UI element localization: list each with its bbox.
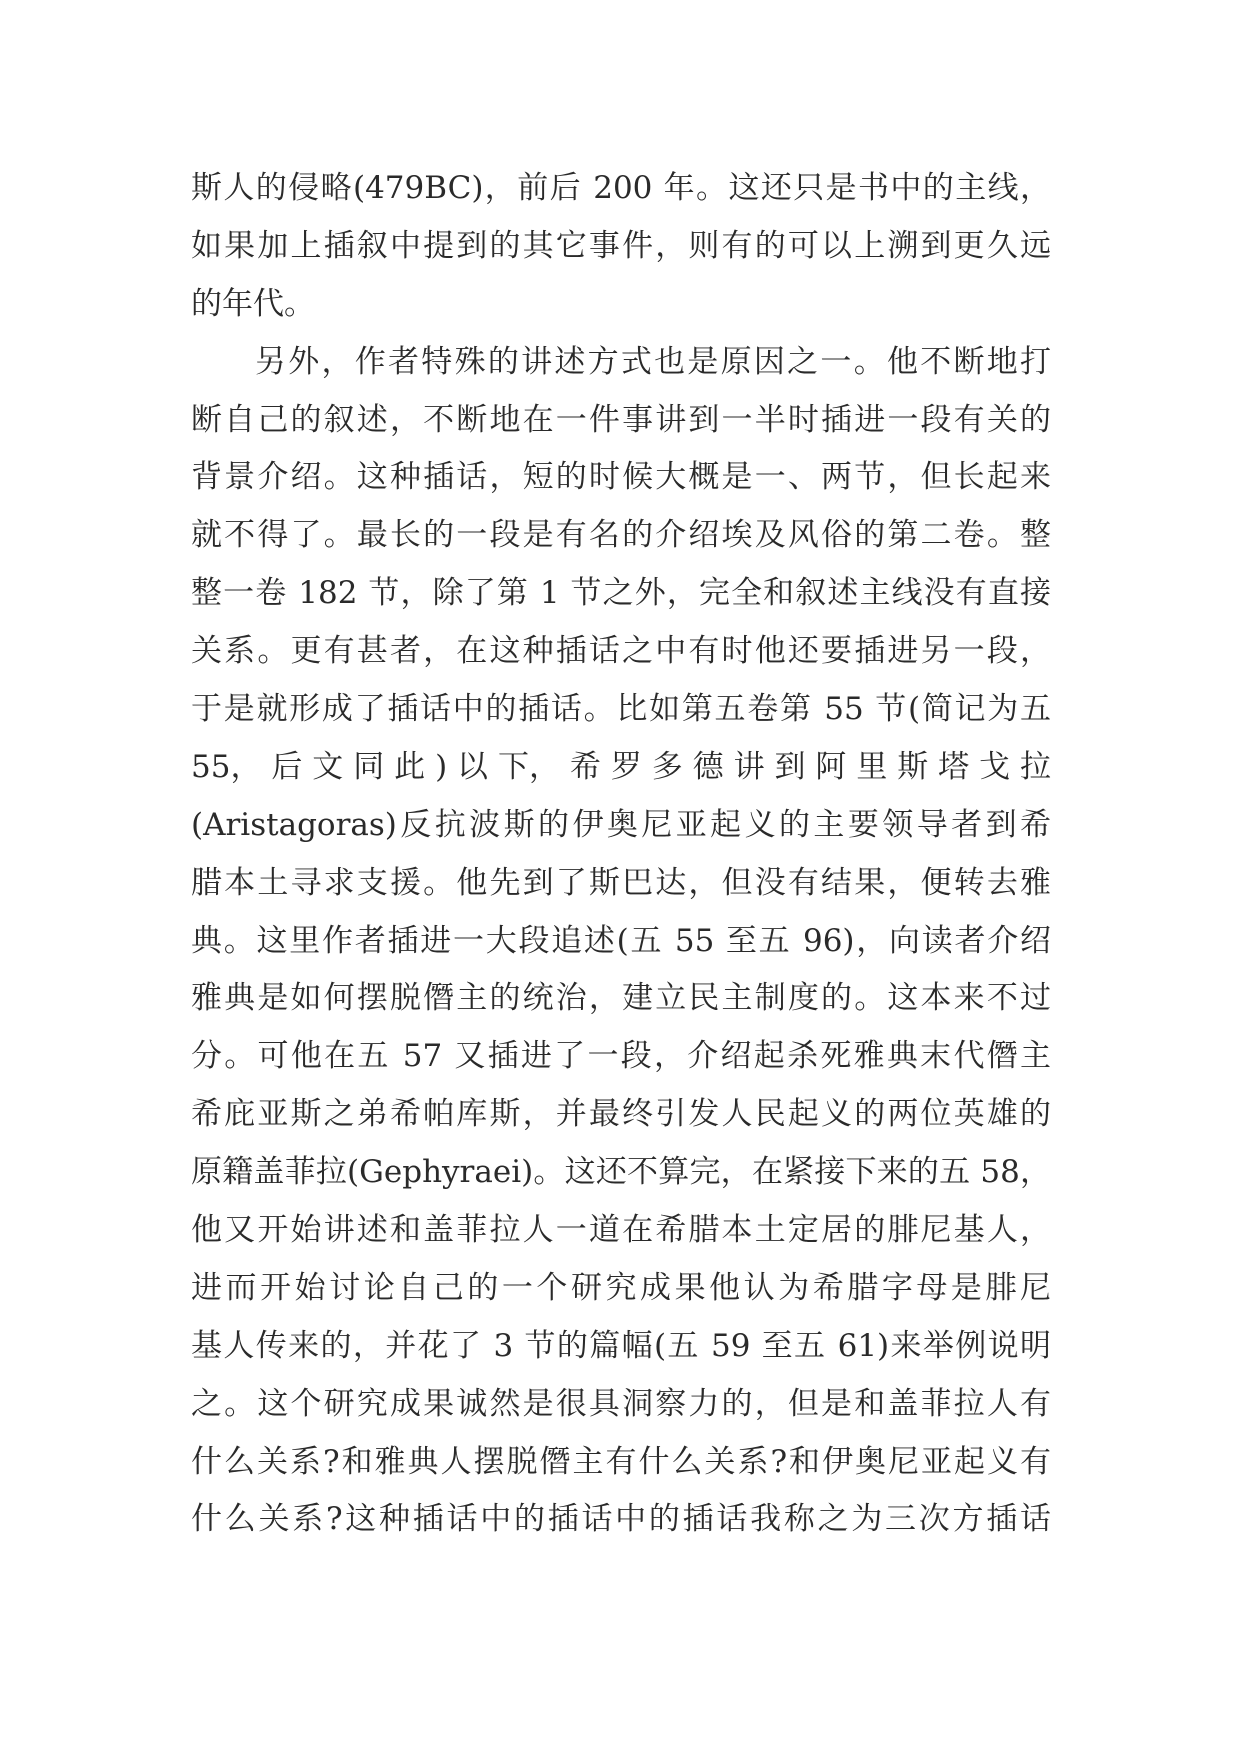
text-line: 断自己的叙述，不断地在一件事讲到一半时插进一段有关的 [191,401,1051,438]
body-text [191,160,1051,1549]
text-line: 腊本土寻求支援。他先到了斯巴达，但没有结果，便转去雅 [191,864,1051,901]
text-line: 原籍盖菲拉(Gephyraei)。这还不算完，在紧接下来的五 58， [191,1154,1051,1191]
text-line: 典。这里作者插进一大段追述(五 55 至五 96)，向读者介绍 [191,922,1051,959]
text-line: 背景介绍。这种插话，短的时候大概是一、两节，但长起来 [191,459,1051,496]
text-line: 希庇亚斯之弟希帕库斯，并最终引发人民起义的两位英雄的 [191,1096,1051,1133]
text-line: 关系。更有甚者，在这种插话之中有时他还要插进另一段， [191,633,1051,670]
text-line: 55， 后 文 同 此 ) 以 下， 希 罗 多 德 讲 到 阿 里 斯 塔 戈 拉 [191,748,1051,785]
text-line: 雅典是如何摆脱僭主的统治，建立民主制度的。这本来不过 [191,980,1051,1017]
text-line: 分。可他在五 57 又插进了一段，介绍起杀死雅典末代僭主 [191,1038,1051,1075]
text-line: 什么关系?和雅典人摆脱僭主有什么关系?和伊奥尼亚起义有 [191,1443,1051,1480]
text-line: (Aristagoras)反抗波斯的伊奥尼亚起义的主要领导者到希 [191,806,1051,843]
text-line: 斯人的侵略(479BC)，前后 200 年。这还只是书中的主线， [191,170,1051,206]
text-line: 基人传来的，并花了 3 节的篇幅(五 59 至五 61)来举例说明 [191,1327,1051,1364]
text-line: 整一卷 182 节，除了第 1 节之外，完全和叙述主线没有直接 [191,575,1051,612]
text-line: 什么关系?这种插话中的插话中的插话我称之为三次方插话 [191,1501,1051,1538]
text-line: 之。这个研究成果诚然是很具洞察力的，但是和盖菲拉人有 [191,1385,1051,1422]
text-line: 进而开始讨论自己的一个研究成果他认为希腊字母是腓尼 [191,1269,1051,1306]
text-line: 于是就形成了插话中的插话。比如第五卷第 55 节(简记为五 [191,691,1051,728]
text-line: 就不得了。最长的一段是有名的介绍埃及风俗的第二卷。整 [191,517,1051,554]
text-line: 他又开始讲述和盖菲拉人一道在希腊本土定居的腓尼基人， [191,1212,1051,1249]
text-line: 另外，作者特殊的讲述方式也是原因之一。他不断地打 [255,343,1051,380]
text-line: 如果加上插叙中提到的其它事件，则有的可以上溯到更久远 [191,227,1051,264]
text-line: 的年代。 [191,285,315,322]
